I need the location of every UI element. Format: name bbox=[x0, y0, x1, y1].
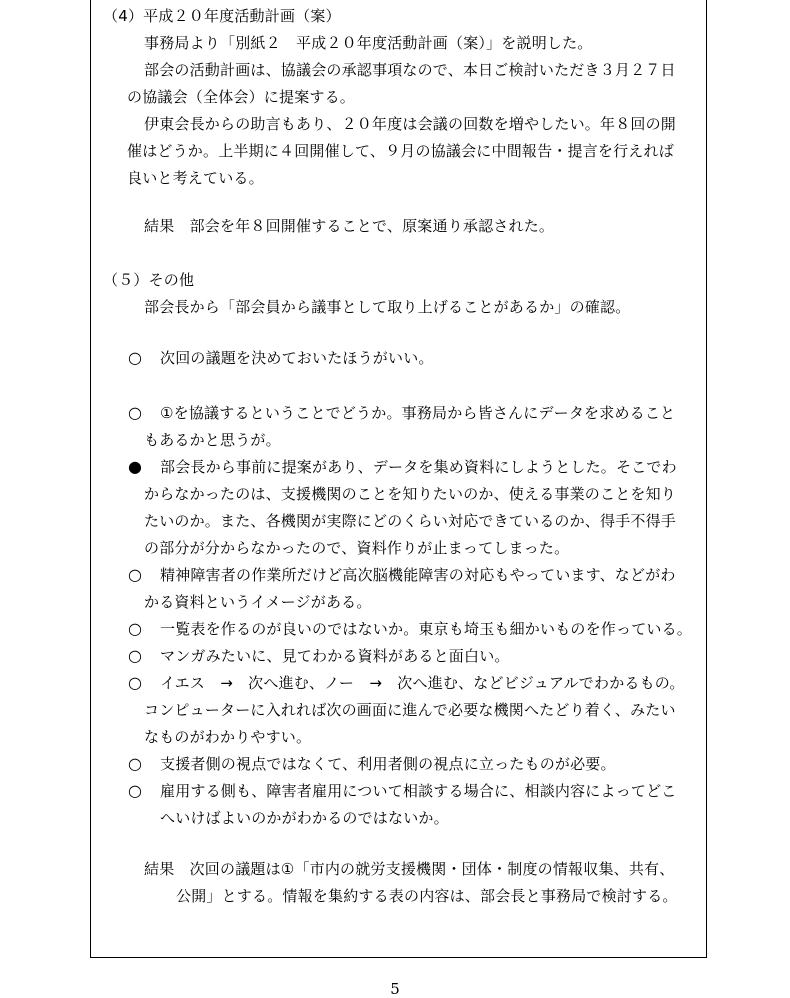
item-4-marker: ○ bbox=[128, 565, 142, 584]
item-3-line-4: の部分が分からなかったので、資料作りが止まってしまった。 bbox=[144, 539, 570, 557]
item-9-marker: ○ bbox=[128, 781, 142, 800]
section5-heading: （５）その他 bbox=[103, 271, 195, 289]
item-8-line-1: 支援者側の視点ではなくて、利用者側の視点に立ったものが必要。 bbox=[160, 755, 616, 773]
item-9-line-1: 雇用する側も、障害者雇用について相談する場合に、相談内容によってどこ bbox=[160, 782, 677, 800]
item-1-marker: ○ bbox=[128, 348, 142, 367]
section4-line-4: 伊東会長からの助言もあり、２０年度は会議の回数を増やしたい。年８回の開 bbox=[144, 115, 677, 133]
item-7-line-1: イエス → 次へ進む、ノー → 次へ進む、などビジュアルでわかるもの。 bbox=[160, 674, 685, 692]
item-3-marker: ● bbox=[128, 457, 142, 476]
item-7-marker: ○ bbox=[128, 673, 142, 692]
section5-intro: 部会長から「部会員から議事として取り上げることがあるか」の確認。 bbox=[144, 298, 631, 316]
section4-line-3: の協議会（全体会）に提案する。 bbox=[127, 88, 356, 106]
item-2-marker: ○ bbox=[128, 403, 142, 422]
section4-heading: （4）平成２０年度活動計画（案） bbox=[103, 7, 341, 25]
item-9-line-2: へいけばよいのかがわかるのではないか。 bbox=[160, 809, 449, 827]
page-number: 5 bbox=[390, 980, 400, 998]
item-2-line-1: ①を協議するということでどうか。事務局から皆さんにデータを求めること bbox=[160, 404, 676, 422]
item-5-line-1: 一覧表を作るのが良いのではないか。東京も埼玉も細かいものを作っている。 bbox=[160, 620, 693, 638]
item-4-line-2: かる資料というイメージがある。 bbox=[144, 593, 372, 611]
item-3-line-1: 部会長から事前に提案があり、データを集め資料にしようとした。そこでわ bbox=[160, 458, 677, 476]
section4-line-1: 事務局より「別紙２ 平成２０年度活動計画（案）」を説明した。 bbox=[144, 34, 593, 52]
item-7-line-3: なものがわかりやすい。 bbox=[144, 728, 312, 746]
section4-line-2: 部会の活動計画は、協議会の承認事項なので、本日ご検討いただき３月２７日 bbox=[144, 61, 676, 79]
section4-line-5: 催はどうか。上半期に４回開催して、９月の協議会に中間報告・提言を行えれば bbox=[127, 142, 674, 160]
item-8-marker: ○ bbox=[128, 754, 142, 773]
item-6-marker: ○ bbox=[128, 646, 142, 665]
item-4-line-1: 精神障害者の作業所だけど高次脳機能障害の対応もやっています、などがわ bbox=[160, 566, 676, 584]
section5-result-line-2: 公開」とする。情報を集約する表の内容は、部会長と事務局で検討する。 bbox=[176, 887, 678, 905]
section4-result: 結果 部会を年８回開催することで、原案通り承認された。 bbox=[144, 217, 555, 235]
item-2-line-2: もあるかと思うが。 bbox=[144, 431, 281, 449]
item-1-line-1: 次回の議題を決めておいたほうがいい。 bbox=[160, 349, 434, 367]
section5-result-line-1: 結果 次回の議題は①「市内の就労支援機関・団体・制度の情報収集、共有、 bbox=[144, 860, 675, 878]
section4-line-6: 良いと考えている。 bbox=[127, 169, 264, 187]
item-6-line-1: マンガみたいに、見てわかる資料があると面白い。 bbox=[160, 647, 510, 665]
item-7-line-2: コンピューターに入れれば次の画面に進んで必要な機関へたどり着く、みたい bbox=[144, 701, 676, 719]
item-3-line-2: からなかったのは、支援機関のことを知りたいのか、使える事業のことを知り bbox=[144, 485, 677, 503]
item-5-marker: ○ bbox=[128, 619, 142, 638]
item-3-line-3: たいのか。また、各機関が実際にどのくらい対応できているのか、得手不得手 bbox=[144, 512, 677, 530]
